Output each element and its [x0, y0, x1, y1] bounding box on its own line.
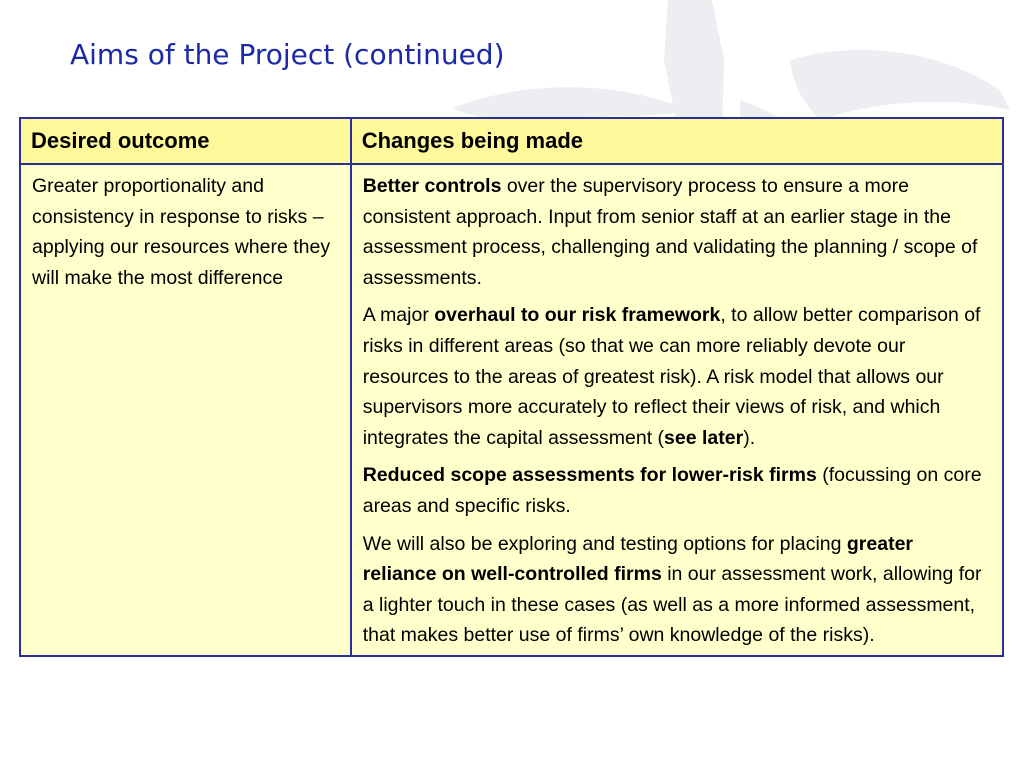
table-row — [20, 164, 1003, 656]
emphasis-text: overhaul to our risk framework — [434, 304, 721, 327]
emphasis-text: Reduced scope assessments for lower-risk firms — [362, 464, 817, 487]
page-title: Aims of the Project (continued) — [70, 38, 505, 71]
table-header-row — [20, 118, 1003, 164]
emphasis-text: see later — [664, 426, 744, 449]
paragraph-text: (focussing on core areas and specific risks. — [362, 464, 982, 517]
paragraph-text: in our assessment work, allowing for a lighter touch in these cases (as well as a more informed assessment, that makes better use of firms’ own knowledge of the risks). — [362, 563, 982, 647]
paragraph-text: over the supervisory process to ensure a more consistent approach. Input from senior staff at an earlier stage in the assessment process, challenging and validating the planning / scope of assessments. — [362, 175, 978, 289]
paragraph-text: A major — [362, 304, 435, 327]
emphasis-text: Better controls — [362, 175, 502, 197]
header-changes-being-made: Changes being made — [351, 118, 1003, 164]
change-paragraph-reduced-scope — [363, 460, 992, 521]
paragraph-text: ). — [743, 426, 756, 449]
outcomes-table — [19, 117, 1004, 657]
changes-cell — [351, 164, 1003, 656]
paragraph-text: , to allow better comparison of risks in different areas (so that we can more reliably devote our resources to the areas of greatest risk). A risk model that allows our supervisors more accurately to reflect their views of risk, and which integrates the capital assessment ( — [362, 304, 981, 449]
change-paragraph-risk-framework — [363, 300, 992, 453]
emphasis-text: greater reliance on well-controlled firms — [362, 532, 914, 586]
change-paragraph-better-controls — [363, 171, 992, 293]
paragraph-text: We will also be exploring and testing options for placing — [362, 532, 847, 555]
change-paragraph-reliance — [363, 529, 992, 651]
desired-outcome-cell: Greater proportionality and consistency in response to risks – applying our resources where they will make the most difference — [20, 164, 351, 656]
header-desired-outcome: Desired outcome — [20, 118, 351, 164]
